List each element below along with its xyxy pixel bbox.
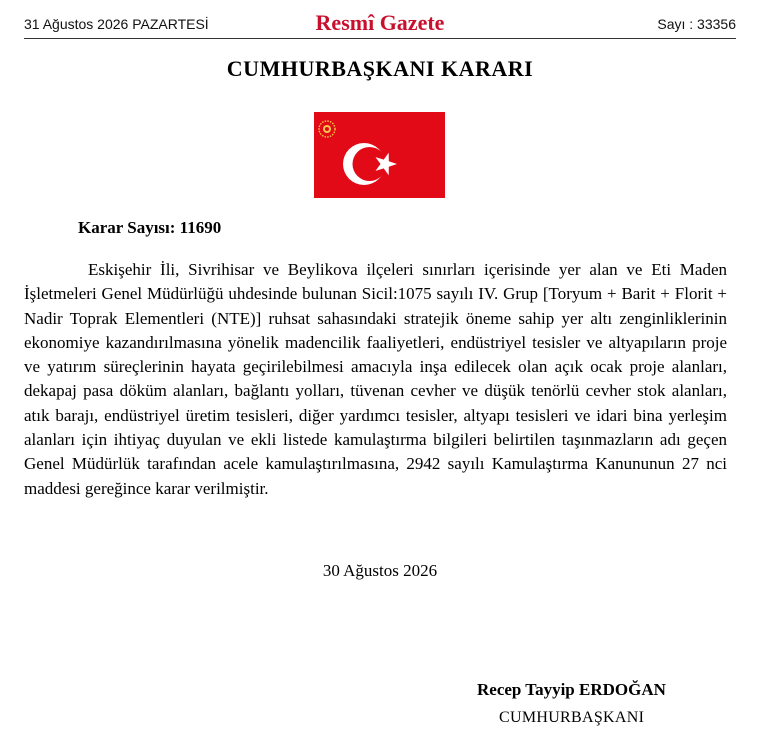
- turkish-flag-icon: [314, 112, 445, 198]
- signer-name: Recep Tayyip ERDOĞAN: [477, 680, 666, 699]
- decision-number: Karar Sayısı: 11690: [78, 218, 222, 237]
- header-date: 31 Ağustos 2026 PAZARTESİ: [24, 16, 209, 32]
- issue-number: Sayı : 33356: [657, 16, 736, 32]
- decision-date: 30 Ağustos 2026: [322, 561, 438, 580]
- gazette-header: [24, 8, 736, 39]
- decision-body: Eskişehir İli, Sivrihisar ve Beylikova ilçeleri sınırları içerisinde yer alan ve Eti Maden İşletmeleri Genel Müdürlüğü uhdesinde bulunan Sicil:1075 sayılı IV. Grup [Toryum + Barit + Florit + Nadir Toprak Elementleri (NTE)] ruhsat sahasındaki stratejik öneme sahip yer altı zenginliklerinin ekonomiye kazandırılmasına yönelik madencilik faaliyetleri, endüstriyel tesisler ve altyapıların proje ve yatırım süreçlerinin hayata geçirilebilmesi amacıyla inşa edilecek olan açık ocak proje alanları, dekapaj pasa döküm alanları, bağlantı yolları, tüvenan cevher ve düşük tenörlü cevher stok alanları, atık barajı, endüstriyel üretim tesisleri, diğer yardımcı tesisler, altyapı tesisleri ve idari bina yerleşim alanları için ihtiyaç duyulan ve ekli listede kamulaştırma bilgileri belirtilen taşınmazların adı geçen Genel Müdürlük tarafından acele kamulaştırılmasına, 2942 sayılı Kamulaştırma Kanununun 27 nci maddesi gereğince karar verilmiştir.: [24, 260, 727, 498]
- signer-title: CUMHURBAŞKANI: [499, 709, 645, 726]
- gazette-title: Resmî Gazete: [315, 10, 445, 35]
- document-title: CUMHURBAŞKANI KARARI: [226, 56, 534, 81]
